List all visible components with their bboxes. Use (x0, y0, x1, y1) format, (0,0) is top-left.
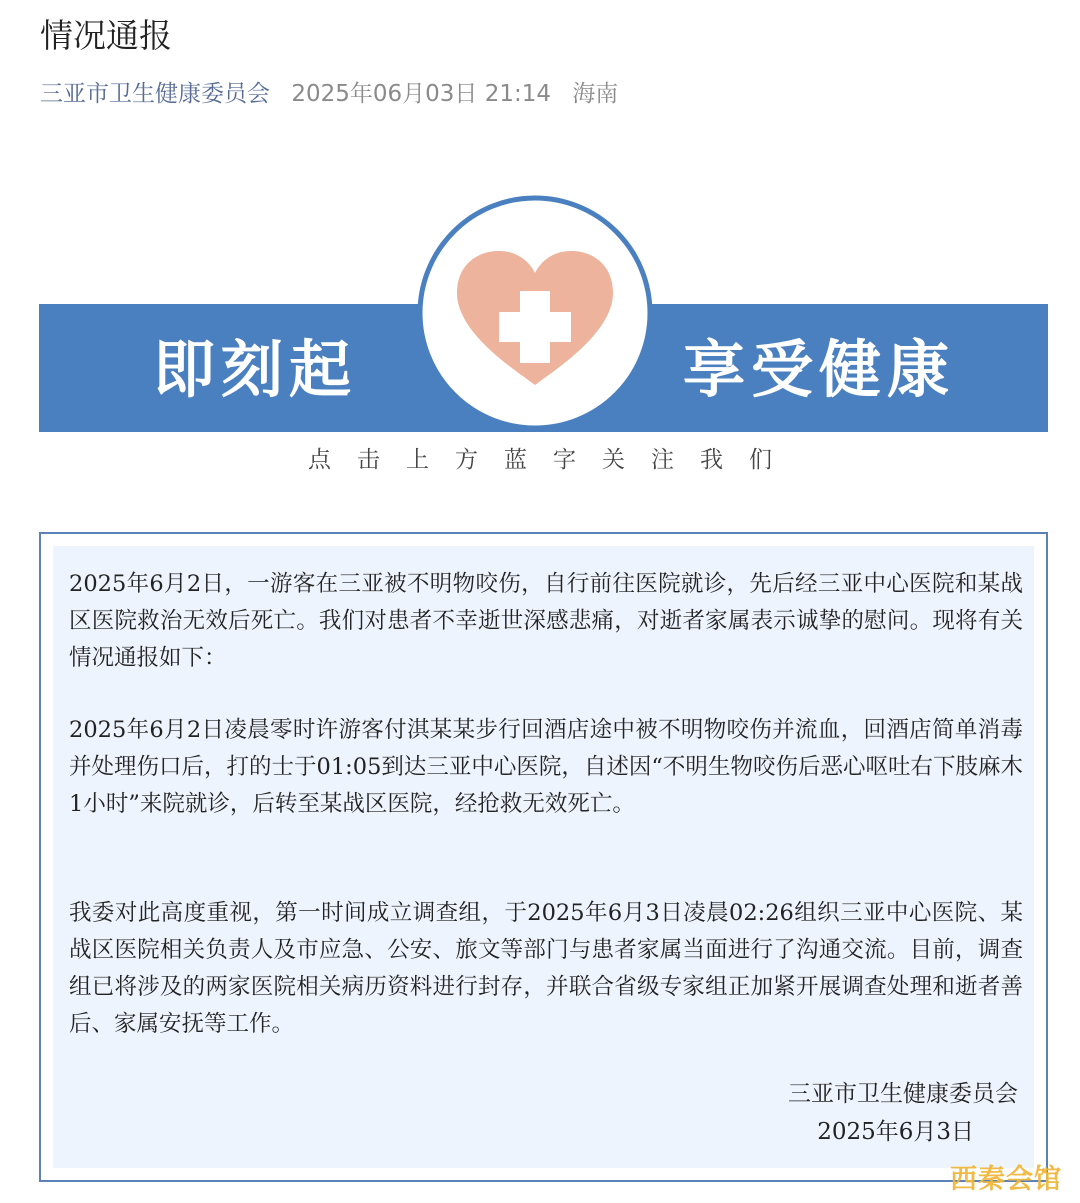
watermark: 西秦会馆 (950, 1164, 1062, 1195)
notice-frame (39, 532, 1048, 1182)
notice-paragraph-3: 我委对此高度重视，第一时间成立调查组，于2025年6月3日凌晨02:26组织三亚中心医院、某战区医院相关负责人及市应急、公安、旅文等部门与患者家属当面进行了沟通交流。目前，调查组已将涉及的两家医院相关病历资料进行封存，并联合省级专家组正加紧开展调查处理和逝者善后、家属安抚等工作。 (69, 900, 1023, 1037)
follow-tip-char: 上 (406, 447, 429, 473)
follow-tip-char: 关 (602, 447, 625, 473)
banner-left-slogan: 即刻起 (153, 333, 358, 406)
follow-tip (0, 440, 1080, 480)
cross-horizontal (499, 312, 571, 342)
follow-tip-char: 我 (700, 447, 723, 473)
article-meta (40, 78, 618, 110)
banner-right-slogan: 享受健康 (683, 333, 956, 406)
article-title: 情况通报 (40, 16, 172, 55)
notice-signature: 三亚市卫生健康委员会 (788, 1081, 1018, 1107)
banner-logo (417, 195, 653, 431)
notice-signature-date: 2025年6月3日 (817, 1119, 974, 1145)
notice-paragraph-1: 2025年6月2日，一游客在三亚被不明物咬伤，自行前往医院就诊，先后经三亚中心医院和某战区医院救治无效后死亡。我们对患者不幸逝世深感悲痛，对逝者家属表示诚挚的慰问。现将有关情况通报如下： (69, 571, 1023, 671)
follow-tip-char: 击 (357, 447, 380, 473)
publish-datetime: 2025年06月03日 21:14 (291, 81, 551, 107)
follow-tip-char: 点 (308, 447, 331, 473)
follow-tip-char: 蓝 (504, 447, 527, 473)
follow-tip-char: 字 (553, 447, 576, 473)
publish-location: 海南 (572, 81, 619, 107)
account-name-link[interactable]: 三亚市卫生健康委员会 (40, 81, 270, 107)
follow-tip-char: 方 (455, 447, 478, 473)
follow-tip-char: 注 (651, 447, 674, 473)
notice-paragraph-2: 2025年6月2日凌晨零时许游客付淇某某步行回酒店途中被不明物咬伤并流血，回酒店简单消毒并处理伤口后，打的士于01:05到达三亚中心医院，自述因“不明生物咬伤后恶心呕吐右下肢麻木1小时”来院就诊，后转至某战区医院，经抢救无效死亡。 (69, 717, 1023, 817)
follow-tip-char: 们 (749, 447, 772, 473)
notice-body (53, 546, 1034, 1168)
